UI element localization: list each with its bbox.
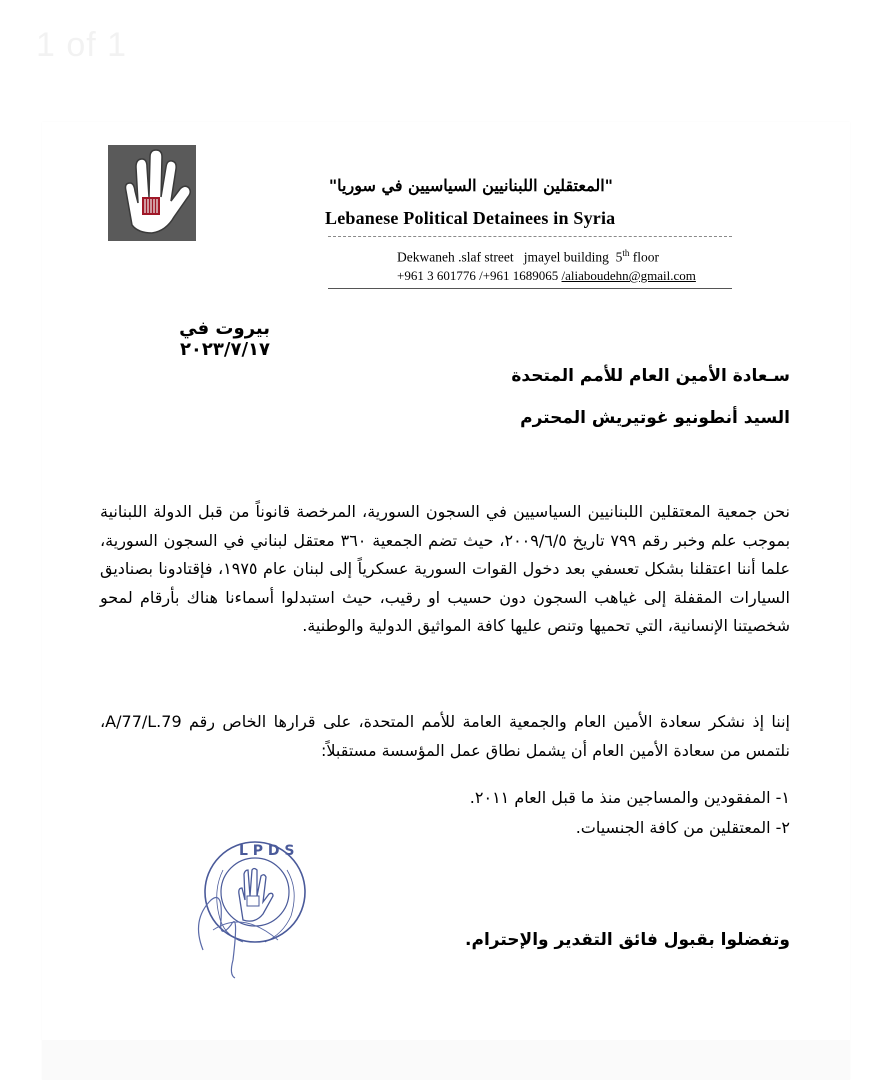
svg-text:L P D S: L P D S bbox=[239, 843, 295, 859]
letterhead-divider bbox=[328, 236, 732, 237]
address-tail: floor bbox=[629, 249, 659, 265]
letter-date: بيروت في ٢٠٢٣/٧/١٧ bbox=[179, 318, 270, 360]
address-ordinal: th bbox=[622, 248, 630, 258]
request-item-2: ٢- المعتقلين من كافة الجنسيات. bbox=[575, 818, 790, 837]
page-indicator: 1 of 1 bbox=[36, 26, 128, 64]
stamp-seal-icon bbox=[183, 830, 318, 980]
org-address bbox=[397, 248, 659, 266]
org-logo-icon bbox=[108, 145, 196, 241]
page-bottom-shade bbox=[42, 1040, 850, 1080]
email-link[interactable]: /aliaboudehn@gmail.com bbox=[561, 268, 696, 283]
org-name-english: Lebanese Political Detainees in Syria bbox=[325, 208, 616, 228]
letterhead-bottom-rule bbox=[328, 288, 732, 289]
salutation: سـعادة الأمين العام للأمم المتحدة bbox=[511, 366, 790, 386]
address-main: Dekwaneh .slaf street jmayel building 5 bbox=[397, 249, 623, 265]
request-item-1: ١- المفقودين والمساجين منذ ما قبل العام ٢٠١١. bbox=[469, 788, 790, 807]
body-paragraph-2: إننا إذ نشكر سعادة الأمين العام والجمعية العامة للأمم المتحدة، على قرارها الخاص رقم A/77/L.79، نلتمس من سعادة الأمين العام أن يشمل نطاق عمل المؤسسة مستقبلاً: bbox=[100, 712, 790, 760]
recipient-name: السيد أنطونيو غوتيريش المحترم bbox=[520, 408, 790, 428]
org-contact bbox=[397, 268, 696, 284]
phone-numbers: +961 3 601776 /+961 1689065 bbox=[397, 268, 562, 283]
body-paragraph-1: نحن جمعية المعتقلين اللبنانيين السياسيين في السجون السورية، المرخصة قانوناً من قبل الدولة اللبنانية بموجب علم وخبر رقم ٧٩٩ تاريخ ٢٠٠٩/٦/٥، حيث تضم الجمعية ٣٦٠ معتقل لبناني في السجون السورية، علما أننا اعتقلنا بشكل تعسفي بعد دخول القوات السورية عسكرياً إلى لبنان عام ١٩٧٥، فإقتادونا بصناديق السيارات المقفلة إلى غياهب السجون دون حسيب او رقيب، حيث استبدلوا أسماءنا هناك بأرقام لمحو شخصيتنا الإنسانية، التي تحميها وتنص عليها كافة المواثيق الدولية والوطنية. bbox=[100, 502, 791, 635]
org-name-arabic: "المعتقلين اللبنانيين السياسيين في سوريا" bbox=[328, 176, 613, 195]
closing-remark: وتفضلوا بقبول فائق التقدير والإحترام. bbox=[465, 930, 790, 950]
